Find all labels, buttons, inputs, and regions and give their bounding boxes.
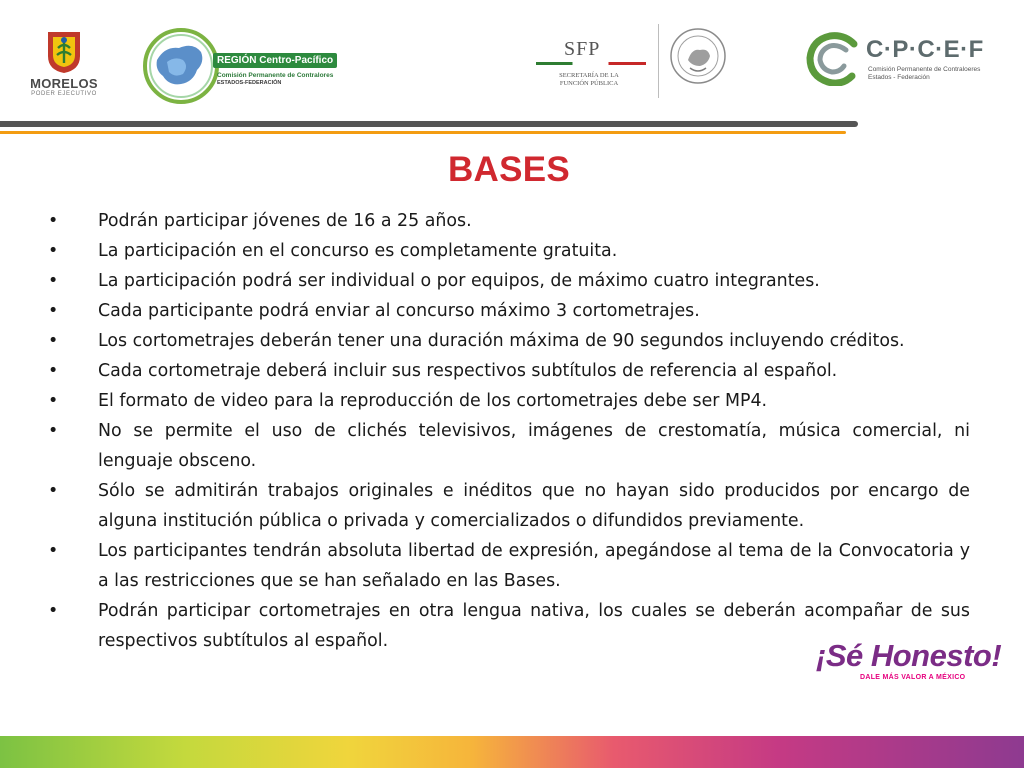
bullet-glyph: •	[48, 211, 59, 231]
list-item	[48, 476, 970, 536]
region-line1: Comisión Permanente de Contralores	[217, 72, 334, 79]
list-item-text: Sólo se admitirán trabajos originales e inéditos que no hayan sido producidos por encargo de alguna institución pública o privada y comercializados o difundidos previamente.	[98, 481, 970, 531]
list-item-text: Los cortometrajes deberán tener una duración máxima de 90 segundos incluyendo créditos.	[98, 331, 905, 351]
list-item-text: Cada cortometraje deberá incluir sus respectivos subtítulos de referencia al español.	[98, 361, 838, 381]
bullet-glyph: •	[48, 421, 59, 441]
list-item-text: La participación podrá ser individual o por equipos, de máximo cuatro integrantes.	[98, 271, 820, 291]
bullet-glyph: •	[48, 601, 59, 621]
list-item	[48, 356, 970, 386]
cpcef-logo	[806, 30, 982, 90]
list-item	[48, 416, 970, 476]
morelos-name: MORELOS	[30, 76, 98, 91]
bullet-glyph: •	[48, 301, 59, 321]
sfp-logo	[528, 18, 732, 110]
bullet-glyph: •	[48, 271, 59, 291]
bullet-glyph: •	[48, 391, 59, 411]
cpcef-line1: Comisión Permanente de Contraloeres	[868, 66, 981, 73]
bullet-glyph: •	[48, 481, 59, 501]
sfp-acronym: SFP	[564, 38, 601, 60]
list-item	[48, 326, 970, 356]
campaign-tagline: DALE MÁS VALOR A MÉXICO	[860, 674, 966, 681]
bullet-glyph: •	[48, 331, 59, 351]
cpcef-acronym: C·P·C·E·F	[866, 36, 984, 63]
list-item	[48, 536, 970, 596]
sfp-sub: SECRETARÍA DE LA FUNCIÓN PÚBLICA	[559, 72, 619, 87]
list-item-text: Cada participante podrá enviar al concurso máximo 3 cortometrajes.	[98, 301, 700, 321]
sfp-flag-line	[536, 62, 646, 65]
cpcef-swirl-icon	[806, 32, 862, 86]
bullet-glyph: •	[48, 241, 59, 261]
region-map-icon	[143, 26, 223, 106]
sfp-divider	[658, 24, 659, 98]
page-title: BASES	[447, 150, 571, 189]
list-item-text: Los participantes tendrán absoluta libertad de expresión, apegándose al tema de la Convocatoria y a las restricciones que se han señalado en las Bases.	[98, 541, 970, 591]
mexico-seal-icon	[668, 26, 728, 86]
footer-gradient-bar	[0, 736, 1024, 768]
bullet-glyph: •	[48, 541, 59, 561]
list-item	[48, 206, 970, 236]
header-divider-dark	[0, 121, 858, 127]
campaign-slogan: ¡Sé Honesto!	[816, 638, 1002, 673]
list-item	[48, 236, 970, 266]
list-item-text: El formato de video para la reproducción de los cortometrajes debe ser MP4.	[98, 391, 768, 411]
region-centro-pacifico-logo	[143, 26, 343, 106]
list-item	[48, 386, 970, 416]
list-item	[48, 266, 970, 296]
bases-list	[48, 206, 970, 656]
morelos-logo	[24, 30, 104, 102]
list-item-text: Podrán participar jóvenes de 16 a 25 años.	[98, 211, 472, 231]
cpcef-line2: Estados - Federación	[868, 74, 930, 81]
list-item-text: Podrán participar cortometrajes en otra lengua nativa, los cuales se deberán acompañar de sus respectivos subtítulos al español.	[98, 601, 970, 651]
morelos-sub: PODER EJECUTIVO	[31, 91, 97, 97]
list-item-text: La participación en el concurso es completamente gratuita.	[98, 241, 618, 261]
list-item-text: No se permite el uso de clichés televisivos, imágenes de crestomatía, música comercial, ni lenguaje obsceno.	[98, 421, 970, 471]
region-line2: ESTADOS-FEDERACIÓN	[217, 80, 282, 86]
bullet-glyph: •	[48, 361, 59, 381]
region-title: REGIÓN Centro-Pacífico	[213, 53, 337, 68]
header-divider-orange	[0, 131, 846, 134]
se-honesto-logo	[816, 638, 1012, 690]
list-item	[48, 296, 970, 326]
morelos-shield-icon	[44, 30, 84, 74]
